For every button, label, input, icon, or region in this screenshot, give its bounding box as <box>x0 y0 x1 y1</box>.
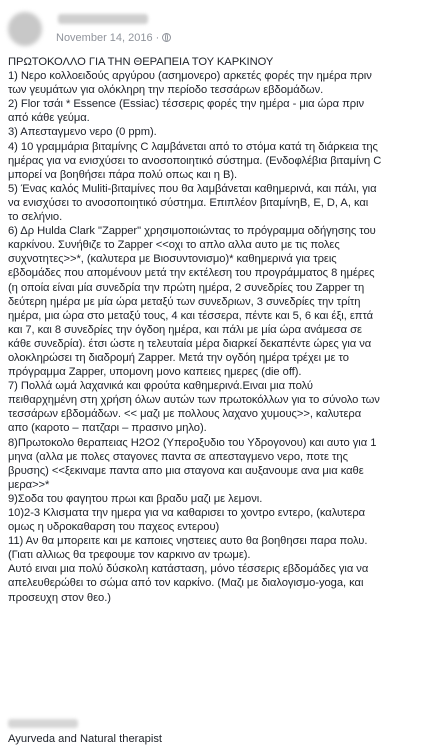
protocol-item-4: 4) 10 γραμμάρια βιταμίνης C λαμβάνεται από το στόμα κατά τη διάρκεια της ημέρας για να ενισχύσει το ανοσοποιητικό σύστημα. (Ενδοφλέβια βιταμίνη C μπορεί να βοηθήσει πάρα πολύ οπως και η Β). <box>8 140 382 181</box>
protocol-item-10: 10)2-3 Κλισματα την ημερα για να καθαρισει το χοντρο εντερο, (καλυτερα ομως η υδροκαθαρση του παχεος εντερου) <box>8 507 366 534</box>
protocol-item-1: 1) Νερο κολλοειδούς αργύρου (ασημονερο) αρκετές φορές την ημέρα πριν των γευμάτων για ολόκληρη την περίοδο τεσσάρων εβδομάδων. <box>8 70 372 97</box>
post-meta <box>56 32 171 44</box>
protocol-item-5: 5) Ένας καλός Muliti-βιταμίνες που θα λαμβάνεται καθημερινά, και πάλι, για να ενισχύσει το ανοσοποιητικό σύστημα. Επιπλέον βιταμίνηΒ, E, D, A, και το σελήνιο. <box>8 182 377 224</box>
post-heading: ΠΡΩΤΟΚΟΛΛΟ ΓΙΑ ΤΗΝ ΘΕΡΑΠΕΙΑ ΤΟΥ ΚΑΡΚΙΝΟΥ <box>8 56 274 68</box>
author-name-blurred[interactable] <box>58 14 148 24</box>
protocol-item-6: 6) Δρ Hulda Clark "Zapper" χρησιμοποιώντας το πρόγραμμα οδήγησης του καρκίνου. Συνήθιζε το Zapper <<οχι το απλο αλλα αυτο με τις πολες συχνοτητες>>*, (καλυτερα με Βιοσυντονισμο)* καθημερινά για τρεις εβδομάδες που απομένουν μετά την εκτέλεση του προγράμματος 8 ημέρες (η οποία είναι μία συνεδρία την πρώτη ημέρα, 2 συνεδρίες του Zapper τη δεύτερη ημέρα με μία ώρα μεταξύ των συνεδριων, 3 συνεδρίες την τρίτη ημέρα, μια ώρα στο μεταξύ τους, 4 και τέσσερα, πέντε και 5, 6 και έξι, επτά και 7, και 8 συνεδρίες την όγδοη ημέρα, και πάλι με μία ώρα ανάμεσα σε κάθε συνεδρία). έτσι ώστε η τελευταία μέρα διαρκεί δεκαπέντε ώρες για να ολοκληρώσει τη διαδρομή Zapper. Μετά την ογδόη ημέρα τρέχει με το πρόγραμμα Zapper, υπομονη μονο καπειες ημερες (die off). <box>8 225 376 379</box>
post-header <box>4 12 434 48</box>
protocol-item-9: 9)Σοδα του φαγητου πρωι και βραδυ μαζι με λεμονι. <box>8 492 263 505</box>
protocol-item-11: 11) Αν θα μπορειτε και με καποιες νηστειες αυτο θα βοηθησει παρα πολυ. (Γιατι αλλιως θα τρεφουμε τον καρκινο αν τρωμε). Αυτό ειναι μια πολύ δύσκολη κατάσταση, μόνο τέσσερις εβδομάδες για να απελευθερώθει το σώμα από τον καρκίνο. (Μαζι με διαλογισμο-yoga, και προσευχη στον θεο.) <box>8 535 369 604</box>
post-body <box>8 55 434 605</box>
protocol-item-8: 8)Πρωτοκολο θεραπειας H2O2 (Υπεροξυδιο του Υδρογονου) και αυτο για 1 μηνα (αλλα με πολες σταγονες παντα σε απεσταγμενο νερο, ποτε της βρυσης) <<ξεκιναμε παντα απο μια σταγονα και αυξανουμε ανα μια καθε μερα>>* <box>8 436 377 491</box>
protocol-item-3: 3) Απεσταγμενο νερο (0 ppm). <box>8 126 157 139</box>
signature-title: Ayurveda and Natural therapist <box>8 733 163 745</box>
signature-name-blurred <box>8 719 78 728</box>
protocol-item-2: 2) Flor τσάι * Essence (Essiac) τέσσερις φορές την ημέρα - μια ώρα πριν από κάθε γεύμα. <box>8 98 365 125</box>
protocol-item-7: 7) Πολλά ωμά λαχανικά και φρούτα καθημερινά.Ειναι μια πολύ πειθαρχημένη στη χρήση όλων αυτών των πρωτοκόλλων για το σύνολο των τεσσάρων εβδομάδων. << μαζι με πολλους λαχανο χυμους>>, καλυτερα απο (καροτο – πατζαρι – πρασινο μηλο). <box>8 380 380 435</box>
post-date[interactable]: November 14, 2016 · <box>56 32 160 44</box>
globe-icon[interactable] <box>162 33 171 42</box>
avatar[interactable] <box>8 12 42 46</box>
